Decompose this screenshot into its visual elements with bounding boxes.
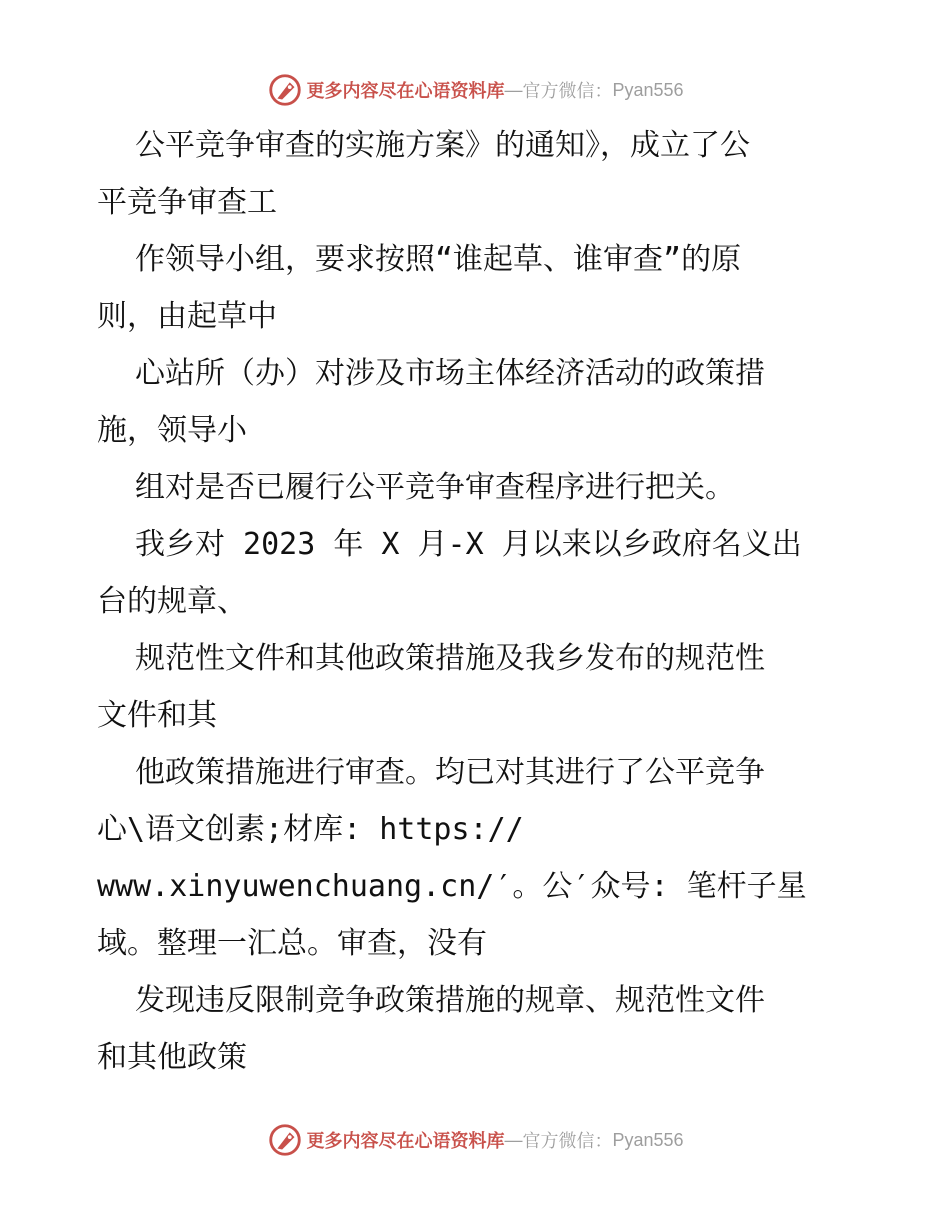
text-line: 公平竞争审查的实施方案》的通知》，成立了公 — [135, 128, 750, 163]
text-line: www.xinyuwenchuang.cn/′。公′众号: 笔杆子星 — [97, 869, 807, 904]
text-line: 台的规章、 — [97, 584, 247, 619]
text-line: 组对是否已履行公平竞争审查程序进行把关。 — [135, 470, 735, 505]
text-line: 文件和其 — [97, 698, 217, 733]
text-line: 和其他政策 — [97, 1040, 247, 1075]
banner-official-text: 官方微信： — [522, 1131, 613, 1151]
banner-account: Pyan556 — [612, 1129, 684, 1150]
banner-dash: — — [504, 1129, 523, 1150]
document-body — [97, 117, 857, 1086]
text-line: 规范性文件和其他政策措施及我乡发布的规范性 — [135, 641, 765, 676]
text-line: 平竞争审查工 — [97, 185, 277, 220]
text-line: 心\语文创素;材库: https:// — [97, 812, 524, 847]
text-line: 我乡对 2023 年 X 月-X 月以来以乡政府名义出 — [135, 527, 802, 562]
header-watermark-banner — [0, 70, 950, 110]
banner-account: Pyan556 — [612, 79, 684, 100]
banner-dash: — — [504, 79, 523, 100]
text-line: 施，领导小 — [97, 413, 247, 448]
text-line: 他政策措施进行审查。均已对其进行了公平竞争 — [135, 755, 765, 790]
footer-watermark-banner — [0, 1120, 950, 1160]
pen-nib-logo-icon — [266, 1121, 304, 1159]
text-line: 心站所（办）对涉及市场主体经济活动的政策措 — [135, 356, 765, 391]
text-line: 则，由起草中 — [97, 299, 277, 334]
text-line: 作领导小组，要求按照“谁起草、谁审查”的原 — [135, 242, 742, 277]
text-line: 域。整理一汇总。审查，没有 — [97, 926, 487, 961]
banner-official-text: 官方微信： — [522, 81, 613, 101]
banner-lead-text: 更多内容尽在心语资料库 — [306, 81, 505, 101]
banner-lead-text: 更多内容尽在心语资料库 — [306, 1131, 505, 1151]
pen-nib-logo-icon — [266, 71, 304, 109]
text-line: 发现违反限制竞争政策措施的规章、规范性文件 — [135, 983, 765, 1018]
